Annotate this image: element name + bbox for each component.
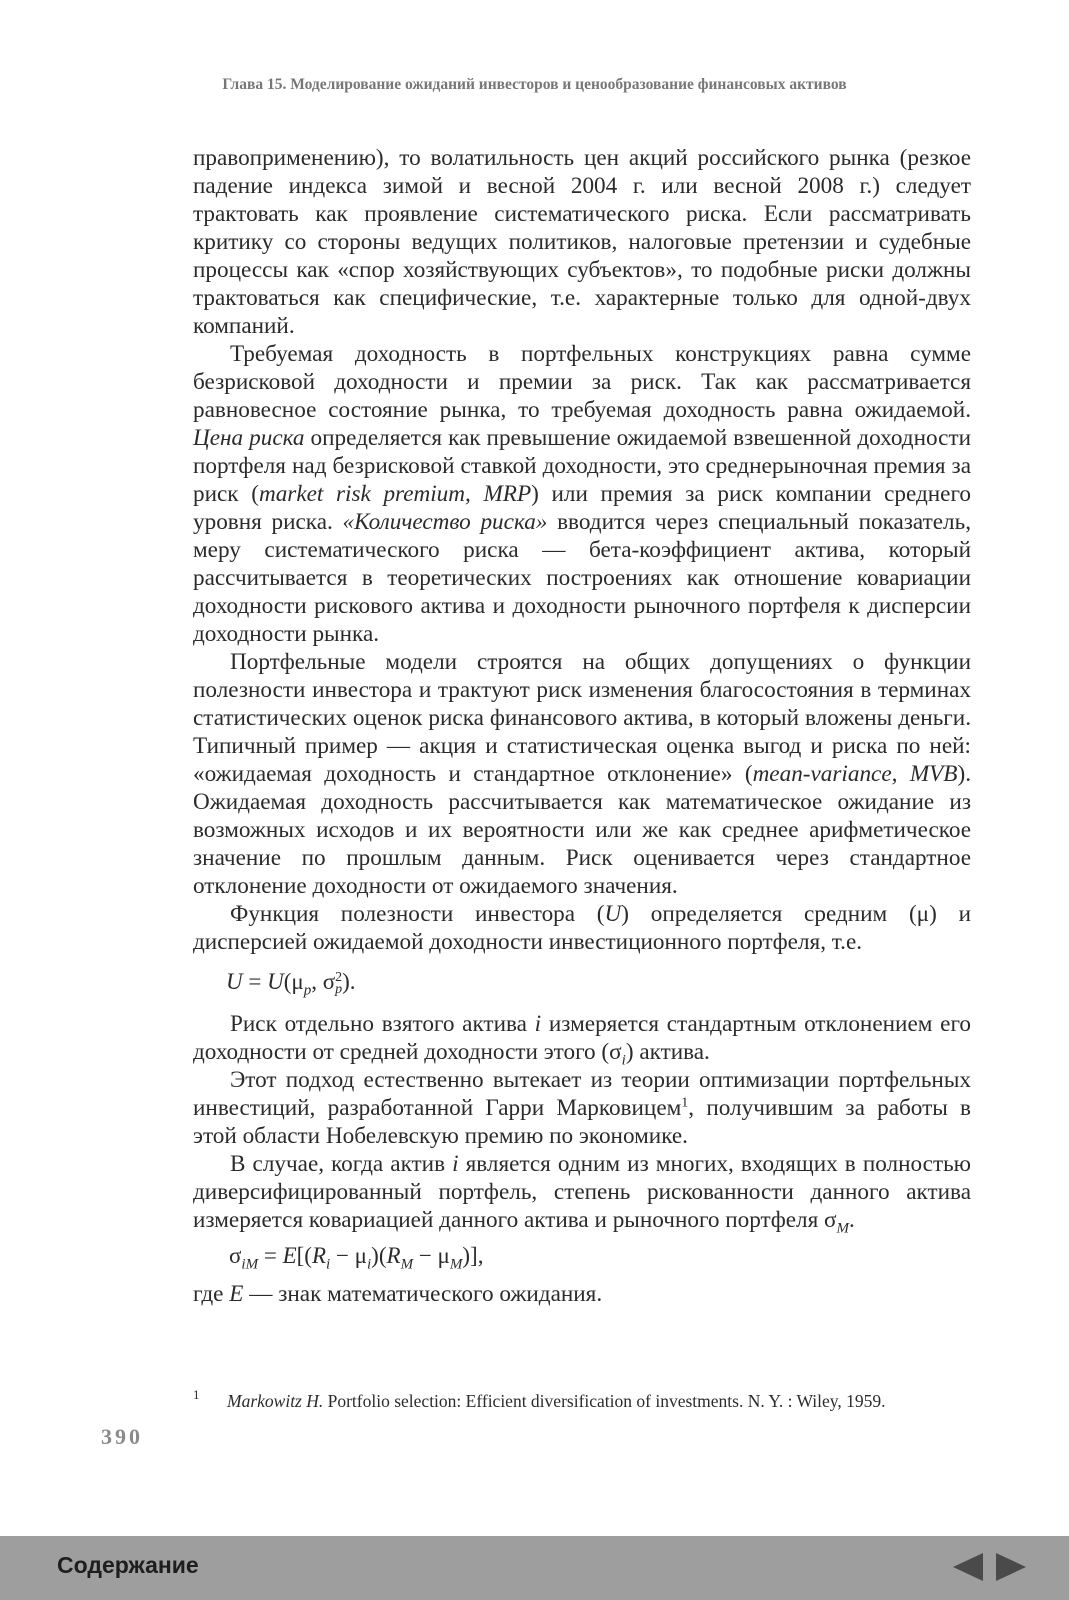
paragraph-1: правоприменению), то волатильность цен акций российского рынка (резкое падение индекса зимой и весной 2004 г. или весной 2008 г.) следует трактовать как проявление систематического риска. Если рассматривать критику со стороны ведущих политиков, налоговые претензии и судебные процессы как «спор хозяйствующих субъектов», то подобные риски должны трактоваться как специфические, т.е. характерные только для одной-двух компаний.: [193, 145, 971, 339]
page-number: 390: [101, 1424, 143, 1449]
main-text: [193, 144, 971, 1308]
term-price-of-risk: Цена риска: [193, 425, 305, 451]
running-header: Глава 15. Моделирование ожиданий инвесторов и ценообразование финансовых активов: [222, 76, 847, 93]
bottom-nav-bar: [0, 1536, 1069, 1600]
formula-utility: $U = U(\mu_p$, σ 2 p ).: [226, 969, 356, 999]
footnote-ref: 1: [681, 1095, 689, 1111]
prev-page-button[interactable]: [951, 1550, 985, 1584]
triangle-left-icon: [951, 1550, 985, 1584]
paragraph-2: Требуемая доходность в портфельных конструкциях равна сумме безрисковой доходности и премии за риск. Так как рассматривается равновесное состояние рынка, то требуемая доходность равна ожидаемой. Цена риска определяется как превышение ожидаемой взвешенной доходности портфеля над безрисковой ставкой доходности, это среднерыночная премия за риск (market risk premium, MRP) или премия за риск компании среднего уровня риска. «Количество риска» вводится через специальный показатель, меру систематического риска — бета-коэффициент актива, который рассчитывается в теоретических построениях как отношение ковариации доходности рискового актива и доходности рыночного портфеля к дисперсии доходности рынка.: [193, 341, 971, 647]
paragraph-5: Риск отдельно взятого актива i измеряется стандартным отклонением его доходности от средней доходности этого $(\sigma_i)$ актива.: [193, 1011, 971, 1069]
paragraph-7: В случае, когда актив i является одним из многих, входящих в полностью диверсифицированный портфель, степень рискованности данного актива измеряется ковариацией данного актива и рыночного портфеля $\sigma_M$.: [193, 1151, 971, 1237]
next-page-button[interactable]: [994, 1550, 1028, 1584]
footnote-text: Markowitz H. Portfolio selection: Efficient diversification of investments. N. Y. : Wiley, 1959.: [227, 1391, 886, 1411]
contents-link[interactable]: Содержание: [57, 1552, 199, 1578]
paragraph-3: Портфельные модели строятся на общих допущениях о функции полезности инвестора и трактуют риск изменения благосостояния в терминах статистических оценок риска финансового актива, в который вложены деньги. Типичный пример — акция и статистическая оценка выгод и риска по ней: «ожидаемая доходность и стандартное отклонение» (mean-variance, MVB). Ожидаемая доходность рассчитывается как математическое ожидание из возможных исходов и их вероятности или же как среднее арифметическое значение по прошлым данным. Риск оценивается через стандартное отклонение доходности от ожидаемого значения.: [193, 649, 971, 899]
term-quantity-of-risk: «Количество риска»: [342, 509, 548, 535]
term-mvb: mean-variance, MVB: [752, 761, 958, 787]
footnote: [193, 1387, 973, 1412]
paragraph-8: где E — знак математического ожидания.: [193, 1281, 603, 1307]
formula-covariance: $\sigma_{iM} = E[(R_i - \mu_i)(R_M - \mu_M)]$,: [229, 1243, 484, 1273]
paragraph-6: Этот подход естественно вытекает из теории оптимизации портфельных инвестиций, разработанной Гарри Марковицем$^1$, получившим за работы в этой области Нобелевскую премию по экономике.: [193, 1067, 971, 1149]
term-mrp: market risk premium, MRP: [258, 481, 532, 507]
triangle-right-icon: [994, 1550, 1028, 1584]
paragraph-4: Функция полезности инвестора (U) определяется средним (μ) и дисперсией ожидаемой доходности инвестиционного портфеля, т.е.: [193, 901, 971, 955]
footnote-mark: 1: [193, 1387, 200, 1402]
